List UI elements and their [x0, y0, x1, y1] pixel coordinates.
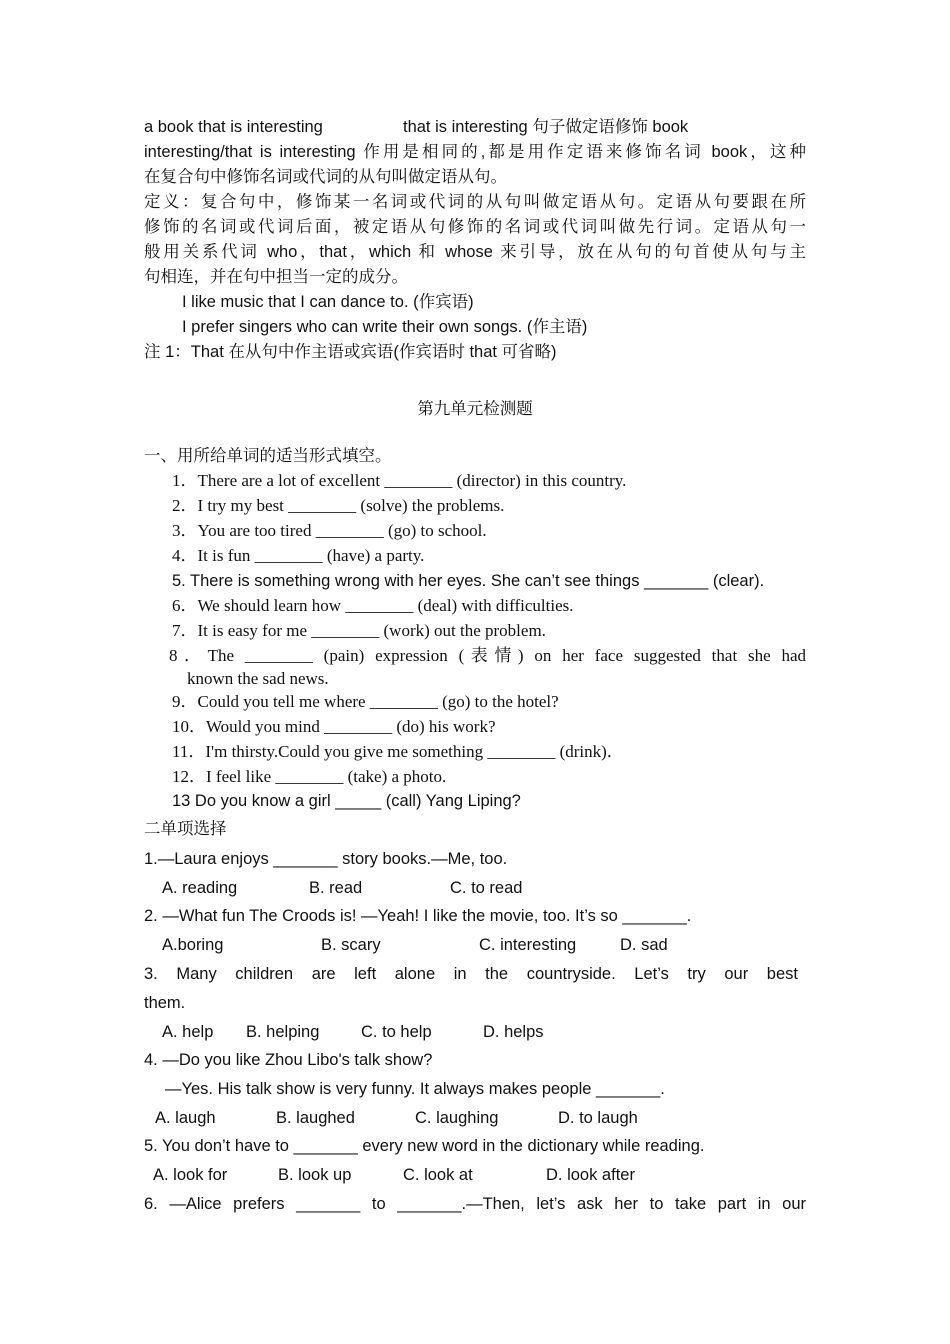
example-object: I like music that I can dance to. (作宾语) — [182, 293, 474, 311]
part1-heading: 一、用所给单词的适当形式填空。 — [144, 447, 392, 465]
unit-title: 第九单元检测题 — [417, 399, 533, 418]
intro-line-1b: that is interesting 句子做定语修饰 book — [403, 118, 689, 136]
fill-item-1: 1．There are a lot of excellent ________ (director) in this country. — [172, 471, 627, 490]
q5-option-b: B. look up — [278, 1166, 352, 1184]
q3-option-c: C. to help — [361, 1023, 432, 1041]
q4-option-a: A. laugh — [155, 1109, 216, 1127]
q5-option-c: C. look at — [403, 1166, 473, 1184]
part2-heading: 二单项选择 — [144, 820, 227, 838]
q2-option-d: D. sad — [620, 936, 668, 954]
intro-line-3: 在复合句中修饰名词或代词的从句叫做定语从句。 — [144, 168, 507, 186]
fill-item-7: 7．It is easy for me ________ (work) out the problem. — [172, 621, 546, 640]
fill-item-10: 10．Would you mind ________ (do) his work? — [172, 717, 496, 736]
fill-item-8-cont: known the sad news. — [187, 669, 329, 688]
fill-item-4: 4．It is fun ________ (have) a party. — [172, 546, 425, 565]
fill-item-12: 12．I feel like ________ (take) a photo. — [172, 767, 447, 786]
definition-line-4: 句相连，并在句中担当一定的成分。 — [144, 268, 408, 286]
intro-line-1a: a book that is interesting — [144, 118, 323, 136]
fill-item-3: 3．You are too tired ________ (go) to school. — [172, 521, 487, 540]
question-3-cont: them. — [144, 994, 186, 1012]
q5-option-a: A. look for — [153, 1166, 228, 1184]
q3-option-d: D. helps — [483, 1023, 544, 1041]
question-6: 6. —Alice prefers _______ to _______.—Then, let’s ask her to take part in our — [144, 1195, 806, 1213]
q1-option-c: C. to read — [450, 879, 523, 897]
question-2: 2. —What fun The Croods is! —Yeah! I like the movie, too. It’s so _______. — [144, 907, 692, 925]
q3-option-b: B. helping — [246, 1023, 320, 1041]
q3-option-a: A. help — [162, 1023, 214, 1041]
q2-option-a: A.boring — [162, 936, 224, 954]
q5-option-d: D. look after — [546, 1166, 635, 1184]
q1-option-a: A. reading — [162, 879, 238, 897]
question-4: 4. —Do you like Zhou Libo's talk show? — [144, 1051, 433, 1069]
q4-option-d: D. to laugh — [558, 1109, 638, 1127]
example-subject: I prefer singers who can write their own songs. (作主语) — [182, 318, 588, 336]
question-3: 3. Many children are left alone in the countryside. Let’s try our best — [144, 965, 798, 983]
fill-item-9: 9．Could you tell me where ________ (go) to the hotel? — [172, 692, 559, 711]
definition-line-3: 般用关系代词 who，that，which 和 whose 来引导，放在从句的句首使从句与主 — [144, 243, 806, 261]
fill-item-8: 8．The ________ (pain) expression (表情) on her face suggested that she had — [169, 646, 806, 665]
fill-item-13: 13 Do you know a girl _____ (call) Yang Liping? — [172, 792, 521, 810]
q2-option-b: B. scary — [321, 936, 381, 954]
fill-item-5: 5. There is something wrong with her eyes. She can’t see things _______ (clear). — [172, 572, 765, 590]
fill-item-6: 6．We should learn how ________ (deal) with difficulties. — [172, 596, 574, 615]
fill-item-2: 2．I try my best ________ (solve) the problems. — [172, 496, 505, 515]
q2-option-c: C. interesting — [479, 936, 577, 954]
definition-line-2: 修饰的名词或代词后面，被定语从句修饰的名词或代词叫做先行词。定语从句一 — [144, 218, 806, 236]
note-1: 注 1：That 在从句中作主语或宾语(作宾语时 that 可省略) — [144, 343, 557, 361]
q4-option-c: C. laughing — [415, 1109, 499, 1127]
intro-line-2: interesting/that is interesting 作用是相同的,都是用作定语来修饰名词 book，这种 — [144, 143, 806, 161]
fill-item-11: 11．I'm thirsty.Could you give me something ________ (drink)． — [172, 742, 624, 761]
q4-option-b: B. laughed — [276, 1109, 355, 1127]
q1-option-b: B. read — [309, 879, 363, 897]
question-5: 5. You don’t have to _______ every new word in the dictionary while reading. — [144, 1137, 705, 1155]
definition-line-1: 定义：复合句中，修饰某一名词或代词的从句叫做定语从句。定语从句要跟在所 — [144, 193, 806, 211]
question-4-reply: —Yes. His talk show is very funny. It always makes people _______. — [165, 1080, 665, 1098]
question-1: 1.—Laura enjoys _______ story books.—Me, too. — [144, 850, 508, 868]
